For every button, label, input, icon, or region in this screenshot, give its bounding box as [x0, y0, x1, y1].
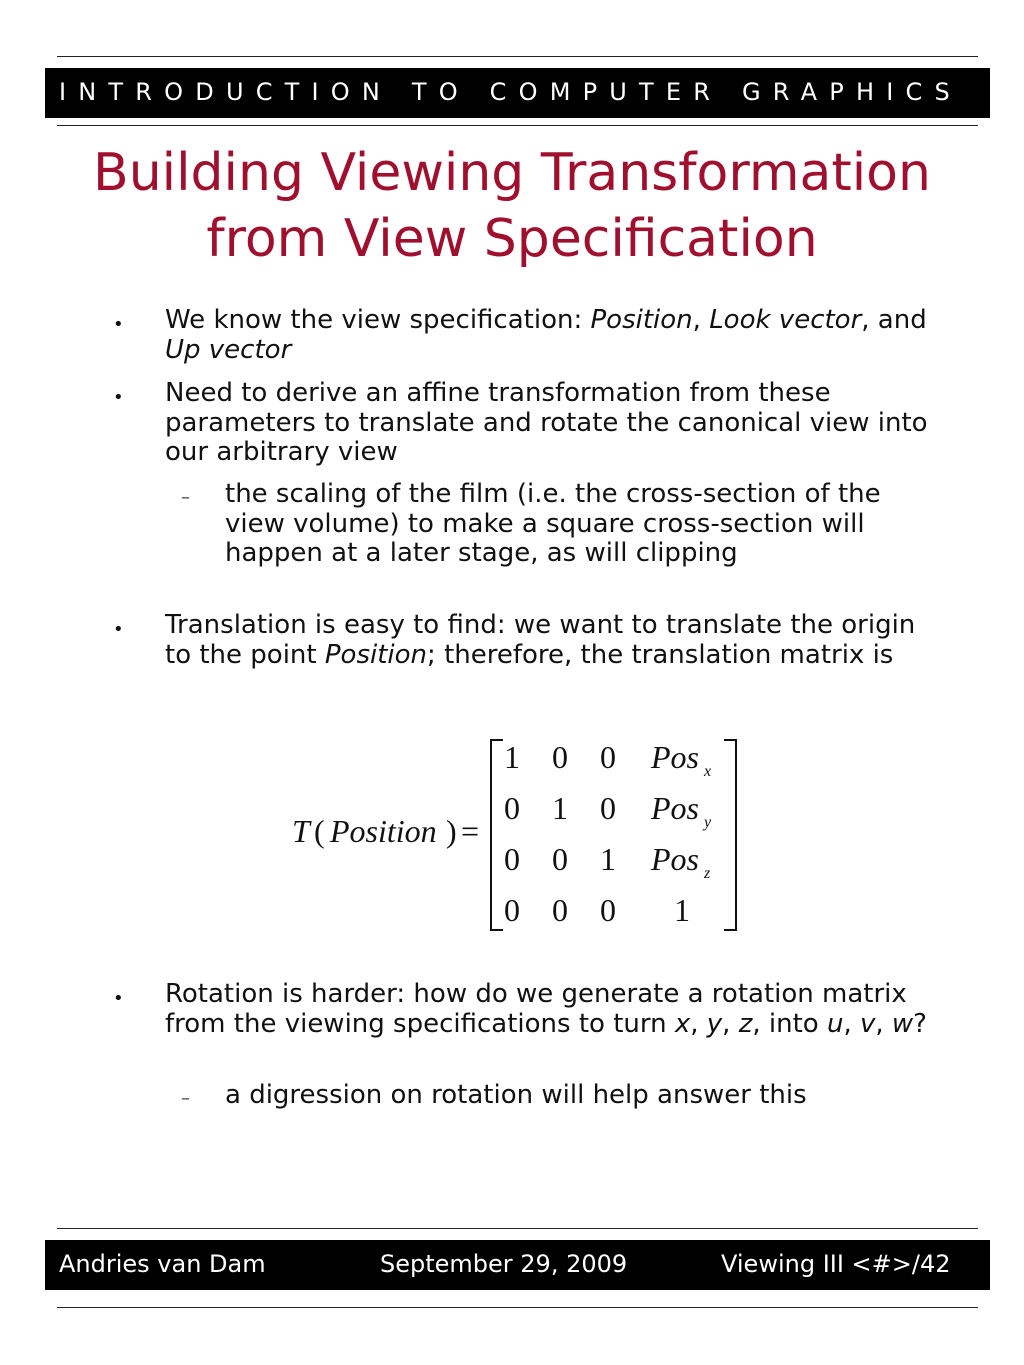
header-bar — [45, 68, 990, 118]
matrix-left-bracket — [491, 740, 503, 930]
footer-bar — [45, 1240, 990, 1290]
bullet-view-spec — [113, 305, 945, 365]
matrix-cell-subscript: y — [704, 814, 712, 831]
separator: , — [875, 1008, 892, 1039]
matrix-cell: 0 — [600, 790, 616, 826]
footer-date: September 29, 2009 — [380, 1250, 628, 1278]
matrix-cell-subscript: z — [704, 865, 711, 882]
lhs-close-paren: ) — [446, 813, 457, 849]
var-w: w — [891, 1008, 914, 1039]
separator: , — [690, 1008, 707, 1039]
bullet-text: , and — [861, 305, 927, 335]
bullet-emphasis: Up vector — [165, 334, 292, 365]
equals-sign: = — [461, 813, 480, 849]
bullet-text: We know the view specification: — [165, 305, 591, 335]
sub-bullet-marker: – — [181, 487, 190, 508]
lhs-argument: Position — [330, 813, 437, 849]
matrix-cell: 0 — [504, 892, 520, 928]
matrix-cell: 1 — [504, 739, 520, 775]
bullet-text: , — [692, 305, 710, 335]
matrix-cell: 0 — [504, 841, 520, 877]
lhs-T: T — [292, 813, 310, 849]
bullet-text: Translation is easy to find: we want to translate the origin to the point — [165, 610, 916, 670]
matrix-cell-pos: Pos — [651, 841, 699, 877]
bullet-text: Rotation is harder: how do we generate a rotation matrix from the viewing specifications to turn — [165, 979, 907, 1039]
sub-bullet-text: a digression on rotation will help answer this — [225, 1080, 807, 1110]
matrix-cell: 1 — [674, 892, 690, 928]
bullet-marker: • — [113, 988, 124, 1009]
matrix-cell-pos: Pos — [651, 739, 699, 775]
question-mark: ? — [913, 1008, 927, 1039]
bullet-rotation — [113, 979, 945, 1039]
footer-top-rule — [57, 1228, 978, 1229]
matrix-cell-subscript: x — [704, 763, 712, 780]
bullet-emphasis: Position — [590, 305, 693, 335]
var-z: z — [738, 1008, 753, 1039]
separator: , — [843, 1008, 860, 1039]
matrix-cell: 0 — [552, 892, 568, 928]
sub-bullet-text: the scaling of the film (i.e. the cross-section of the view volume) to make a square cross-section will happen at a later stage, as will clipping — [225, 479, 881, 568]
header-bottom-rule — [57, 125, 978, 126]
separator: , — [722, 1008, 739, 1039]
matrix-cell: 0 — [552, 739, 568, 775]
var-y: y — [706, 1008, 723, 1039]
lhs-open-paren: ( — [314, 813, 325, 849]
matrix-cells — [504, 739, 712, 928]
matrix-cell: 0 — [600, 892, 616, 928]
matrix-cell: 1 — [600, 841, 616, 877]
bullet-translation — [113, 610, 945, 670]
bullet-marker: • — [113, 387, 124, 408]
bullet-text: ; therefore, the translation matrix is — [427, 639, 894, 670]
slide-title-line-1: Building Viewing Transformation — [93, 143, 931, 203]
bullet-emphasis: Look vector — [709, 305, 862, 335]
var-x: x — [674, 1008, 691, 1039]
var-v: v — [859, 1008, 876, 1039]
course-title: INTRODUCTION TO COMPUTER GRAPHICS — [59, 78, 962, 106]
bullet-text: Need to derive an affine transformation from these parameters to translate and rotate the canonical view into our arbitrary view — [165, 378, 928, 467]
matrix-right-bracket — [724, 740, 736, 930]
matrix-cell-pos: Pos — [651, 790, 699, 826]
sub-bullet-digression — [181, 1080, 925, 1111]
footer-bottom-rule — [57, 1307, 978, 1308]
matrix-cell: 0 — [600, 739, 616, 775]
var-u: u — [826, 1008, 844, 1039]
bullet-emphasis: Position — [324, 639, 428, 670]
bullet-marker: • — [113, 619, 124, 640]
sub-bullet-marker: – — [181, 1088, 190, 1109]
footer-author: Andries van Dam — [59, 1250, 266, 1278]
slide-title — [20, 140, 1004, 272]
matrix-cell: 0 — [552, 841, 568, 877]
bullet-text: , into — [752, 1008, 827, 1039]
matrix-cell: 1 — [552, 790, 568, 826]
footer-slide-ref: Viewing III <#>/42 — [721, 1250, 951, 1278]
header-top-rule — [57, 56, 978, 57]
slide-title-line-2: from View Specification — [206, 209, 818, 269]
matrix-cell: 0 — [504, 790, 520, 826]
sub-bullet-scaling — [181, 479, 925, 569]
bullet-marker: • — [113, 314, 124, 335]
bullet-affine — [113, 378, 945, 468]
